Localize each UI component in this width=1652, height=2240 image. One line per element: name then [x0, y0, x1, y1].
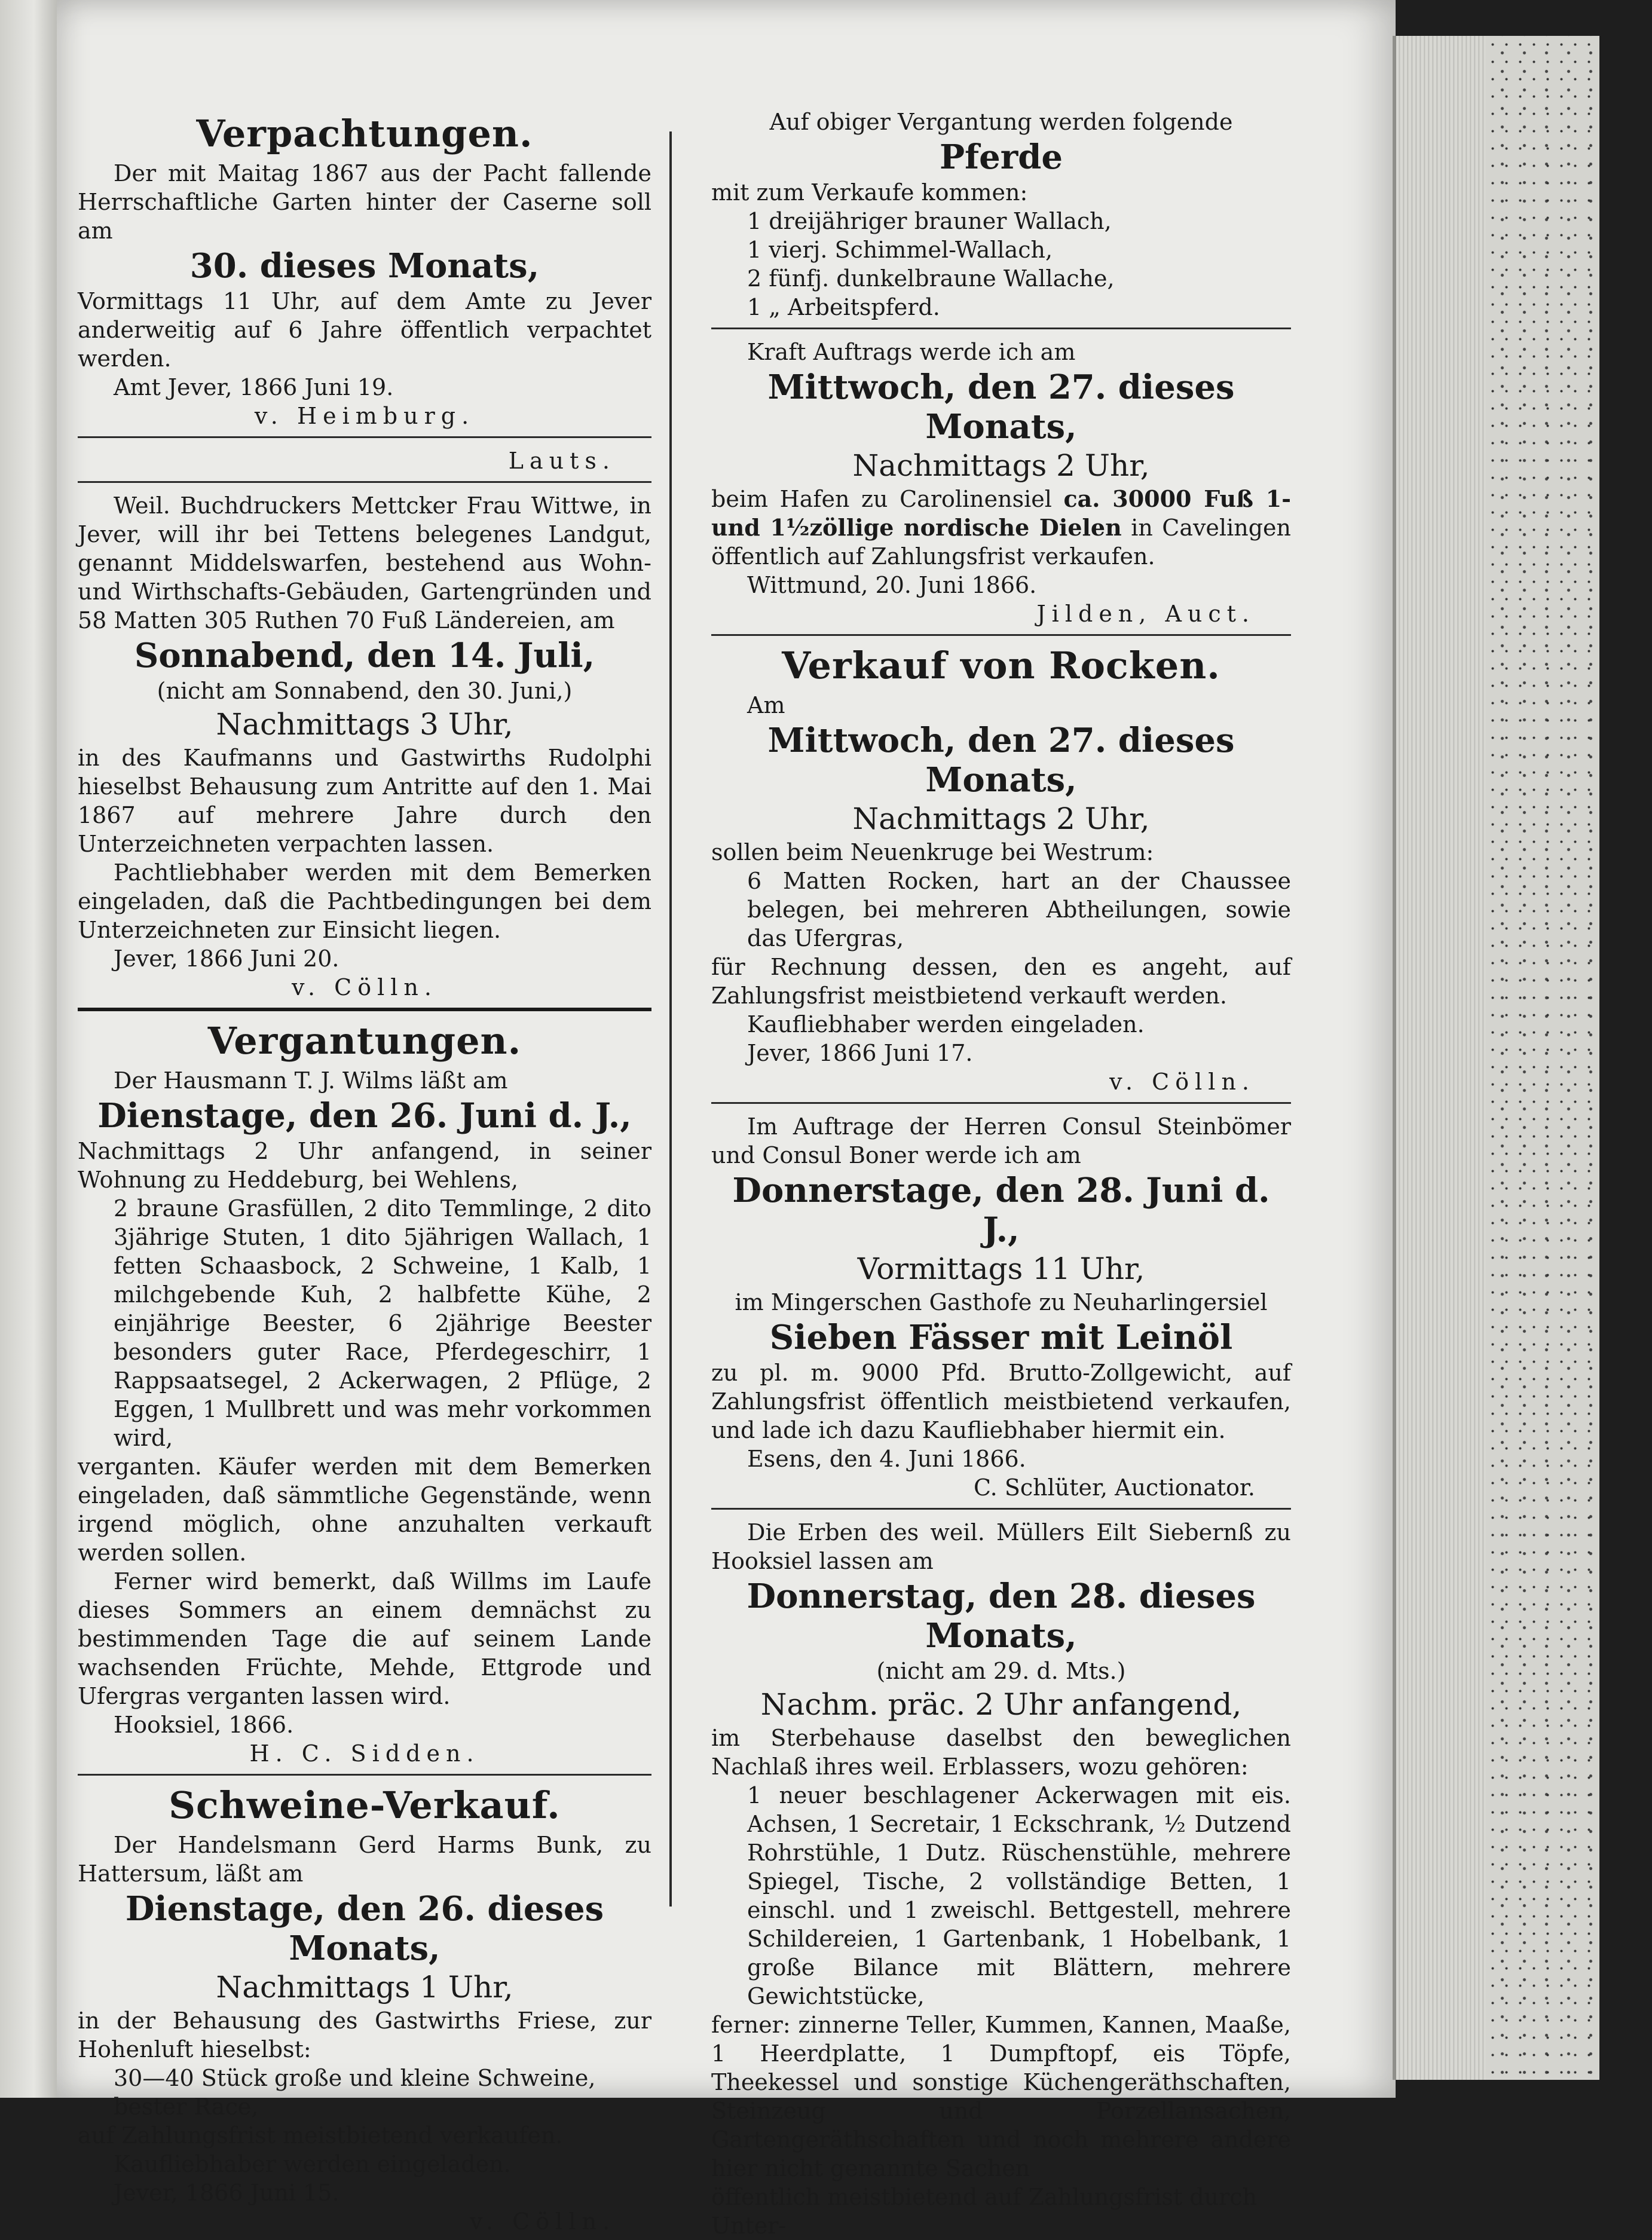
signature: v. Cölln.: [1109, 1069, 1255, 1095]
body-text: Auf obiger Vergantung werden folgende: [769, 109, 1233, 135]
section-title: Pferde: [939, 137, 1063, 177]
body-text: verganten. Käufer werden mit dem Bemerken eingeladen, daß sämmtliche Gegenstände, wenn irgend möglich, ohne anzuhalten verkauft werden sollen.: [78, 1453, 651, 1566]
section-rule: [78, 436, 651, 438]
signature: H. C. Sidden.: [249, 1740, 480, 1767]
section-rule: [78, 1008, 651, 1011]
list-item: 1 „ Arbeitspferd.: [747, 294, 940, 320]
section-pferde: [711, 108, 1291, 329]
auction-date: Dienstage, den 26. dieses Monats,: [125, 1889, 604, 1968]
list-item: 1 dreijähriger brauner Wallach,: [747, 208, 1112, 234]
signature: Jilden, Auct.: [1036, 601, 1255, 627]
section-schweine: [78, 1784, 651, 2236]
section-rule: [78, 1774, 651, 1776]
auction-time: Nachmittags 2 Uhr,: [852, 448, 1150, 483]
item-list: 1 neuer beschlagener Ackerwagen mit eis. Achsen, 1 Secretair, 1 Eckschrank, ½ Dutzend Rohrstühle, 1 Dutz. Rüschenstühle, mehrere Spiegel, Tische, 2 vollständige Betten, 1 einschl. und 1 zweischl. Bettgestell, mehrere Schildereien, 1 Gartenbank, 1 Hobelbank, 1 große Bilance mit Blättern, mehrere Gewichtstücke,: [747, 1782, 1291, 2009]
facing-page-edge: [0, 0, 57, 2098]
item-list: 2 braune Grasfüllen, 2 dito Temmlinge, 2 dito 3jährige Stuten, 1 dito 5jährigen Wallach, 1 fetten Schaasbock, 2 Schweine, 1 Kalb, 1 milchgebende Kuh, 2 halbfette Kühe, 2 einjährige Beester, 6 2jährige Beester besonders guter Race, Pferdegeschirr, 1 Rappsaatsegel, 2 Ackerwagen, 2 Pflüge, 2 Eggen, 1 Mullbrett und was mehr vorkommen wird,: [114, 1195, 651, 1451]
body-text: Am: [747, 692, 785, 718]
date-note: (nicht am Sonnabend, den 30. Juni,): [157, 678, 573, 704]
auction-date: 30. dieses Monats,: [189, 246, 540, 286]
section-leinoel: [711, 1112, 1291, 1510]
section-lauts: [78, 446, 651, 1011]
signature: v. Cölln.: [292, 974, 438, 1000]
signature: v. Heimburg.: [254, 403, 475, 429]
signature: v. Cölln.: [470, 2208, 616, 2235]
item-list: 6 Matten Rocken, hart an der Chaussee belegen, bei mehreren Abtheilungen, sowie das Ufergras,: [747, 868, 1291, 951]
body-text: im Mingerschen Gasthofe zu Neuharlingersiel: [735, 1289, 1268, 1315]
section-rule: [78, 481, 651, 483]
place-date: Jever, 1866 Juni 20.: [114, 945, 339, 972]
body-text: in Cavelingen öffentlich auf Zahlungsfrist verkaufen.: [711, 515, 1291, 570]
body-text: Vormittags 11 Uhr, auf dem Amte zu Jever anderweitig auf 6 Jahre öffentlich verpachtet werden.: [78, 288, 651, 372]
section-title: Vergantungen.: [207, 1019, 522, 1063]
section-rule: [711, 634, 1291, 636]
right-column: [711, 108, 1291, 2240]
section-title: Schweine-Verkauf.: [169, 1783, 561, 1827]
body-text: beim Hafen zu Carolinensiel: [711, 486, 1052, 512]
body-text: Der Handelsmann Gerd Harms Bunk, zu Hattersum, läßt am: [78, 1832, 651, 1887]
section-rule: [711, 1508, 1291, 1510]
body-text: in des Kaufmanns und Gastwirths Rudolphi hieselbst Behausung zum Antritte auf den 1. Mai 1867 auf mehrere Jahre durch den Unterzeichneten verpachten lassen.: [78, 745, 651, 857]
signature-header: Lauts.: [508, 448, 616, 474]
body-text: in der Behausung des Gastwirths Friese, zur Hohenluft hieselbst:: [78, 2008, 651, 2062]
body-text: Nachmittags 2 Uhr anfangend, in seiner Wohnung zu Heddeburg, bei Wehlens,: [78, 1138, 651, 1193]
auction-time: Nachm. präc. 2 Uhr anfangend,: [760, 1687, 1242, 1722]
goods-title: Sieben Fässer mit Leinöl: [769, 1318, 1233, 1357]
auction-date: Mittwoch, den 27. dieses Monats,: [767, 368, 1235, 446]
section-verpachtungen: [78, 112, 651, 438]
auction-date: Donnerstage, den 28. Juni d. J.,: [732, 1171, 1270, 1250]
place-date: Esens, den 4. Juni 1866.: [747, 1446, 1026, 1472]
goods-highlight: ca. 30000 Fuß 1- und 1½zöllige nordische Dielen: [711, 485, 1291, 541]
body-text: Der mit Maitag 1867 aus der Pacht fallende Herrschaftliche Garten hinter der Caserne soll am: [78, 160, 651, 244]
list-item: 2 fünfj. dunkelbraune Wallache,: [747, 265, 1115, 292]
body-text: zu pl. m. 9000 Pfd. Brutto-Zollgewicht, auf Zahlungsfrist öffentlich meistbietend verkaufen, und lade ich dazu Kaufliebhaber hiermit ein.: [711, 1360, 1291, 1443]
body-text: auf Zahlungsfrist meistbietend verkaufen.: [78, 2122, 563, 2149]
body-text: Ferner wird bemerkt, daß Willms im Laufe dieses Sommers an einem demnächst zu bestimmenden Tage die auf seinem Lande wachsenden Früchte, Mehde, Ettgrode und Ufergras verganten lassen wird.: [78, 1568, 651, 1709]
body-text: mit zum Verkaufe kommen:: [711, 179, 1028, 206]
place-date: Jever, 1866 Juni 17.: [747, 1040, 973, 1066]
section-title: Verkauf von Rocken.: [782, 644, 1220, 687]
body-text: ferner: zinnerne Teller, Kummen, Kannen, Maaße, 1 Heerdplatte, 1 Dumpftopf, eis Töpfe, Theekessel und sonstige Küchengeräthschaften, Steinzeug und Porzellansachen, Gartengeräthschaften und noch mehrere andere hier nicht genannte Sachen: [711, 2012, 1291, 2181]
auction-time: Nachmittags 2 Uhr,: [852, 801, 1150, 836]
body-text: Der Hausmann T. J. Wilms läßt am: [114, 1067, 508, 1094]
body-text: Weil. Buchdruckers Mettcker Frau Wittwe, in Jever, will ihr bei Tettens belegenes Landgut, genannt Middelswarfen, bestehend aus Wohn- und Wirthschafts-Gebäuden, Gartengründen und 58 Matten 305 Ruthen 70 Fuß Ländereien, am: [78, 492, 651, 634]
speckled-edge: [1486, 36, 1599, 2080]
left-column: [78, 108, 651, 2236]
body-text: Im Auftrage der Herren Consul Steinbömer und Consul Boner werde ich am: [711, 1113, 1291, 1168]
body-text: Kraft Auftrags werde ich am: [747, 339, 1076, 365]
place-date: Wittmund, 20. Juni 1866.: [747, 572, 1037, 598]
body-text: Kaufliebhaber werden eingeladen.: [747, 1011, 1145, 1038]
body-text: sollen beim Neuenkruge bei Westrum:: [711, 839, 1154, 865]
place-date: Hooksiel, 1866.: [114, 1712, 294, 1738]
section-rule: [711, 328, 1291, 329]
body-text: Die Erben des weil. Müllers Eilt Siebernß zu Hooksiel lassen am: [711, 1519, 1291, 1574]
place-date: Amt Jever, 1866 Juni 19.: [114, 374, 394, 400]
page-block-edges: [1393, 36, 1599, 2080]
body-text: Pachtliebhaber werden mit dem Bemerken eingeladen, daß die Pachtbedingungen bei dem Unterzeichneten zur Einsicht liegen.: [78, 859, 651, 943]
date-note: (nicht am 29. d. Mts.): [876, 1658, 1126, 1684]
section-rule: [711, 1102, 1291, 1104]
section-rocken: [711, 644, 1291, 1104]
place-date: Jever, 1866 Juni 15.: [114, 2180, 339, 2206]
item-list: 30—40 Stück große und kleine Schweine, bester Race,: [114, 2065, 596, 2120]
body-text: öffentlich meistbietend auf Zahlungsfrist durch Unter-: [711, 2184, 1257, 2239]
section-nachlass: [711, 1518, 1291, 2240]
list-item: 1 vierj. Schimmel-Wallach,: [747, 237, 1053, 263]
body-text: für Rechnung dessen, den es angeht, auf Zahlungsfrist meistbietend verkauft werden.: [711, 954, 1291, 1009]
auction-date: Dienstage, den 26. Juni d. J.,: [97, 1096, 632, 1136]
column-divider: [669, 131, 672, 1907]
auction-time: Vormittags 11 Uhr,: [857, 1251, 1145, 1286]
signature: C. Schlüter, Auctionator.: [973, 1474, 1255, 1501]
body-text: im Sterbehause daselbst den beweglichen Nachlaß ihres weil. Erblassers, wozu gehören:: [711, 1725, 1291, 1780]
section-title: Verpachtungen.: [196, 112, 533, 155]
auction-time: Nachmittags 3 Uhr,: [216, 707, 513, 742]
auction-date: Donnerstag, den 28. dieses Monats,: [747, 1577, 1256, 1655]
auction-date: Sonnabend, den 14. Juli,: [134, 636, 595, 675]
section-dielen: [711, 338, 1291, 636]
auction-date: Mittwoch, den 27. dieses Monats,: [767, 721, 1235, 800]
auction-time: Nachmittags 1 Uhr,: [216, 1970, 513, 2005]
section-vergantungen: [78, 1020, 651, 1776]
body-text: Kaufliebhaber werden eingeladen.: [114, 2151, 511, 2177]
